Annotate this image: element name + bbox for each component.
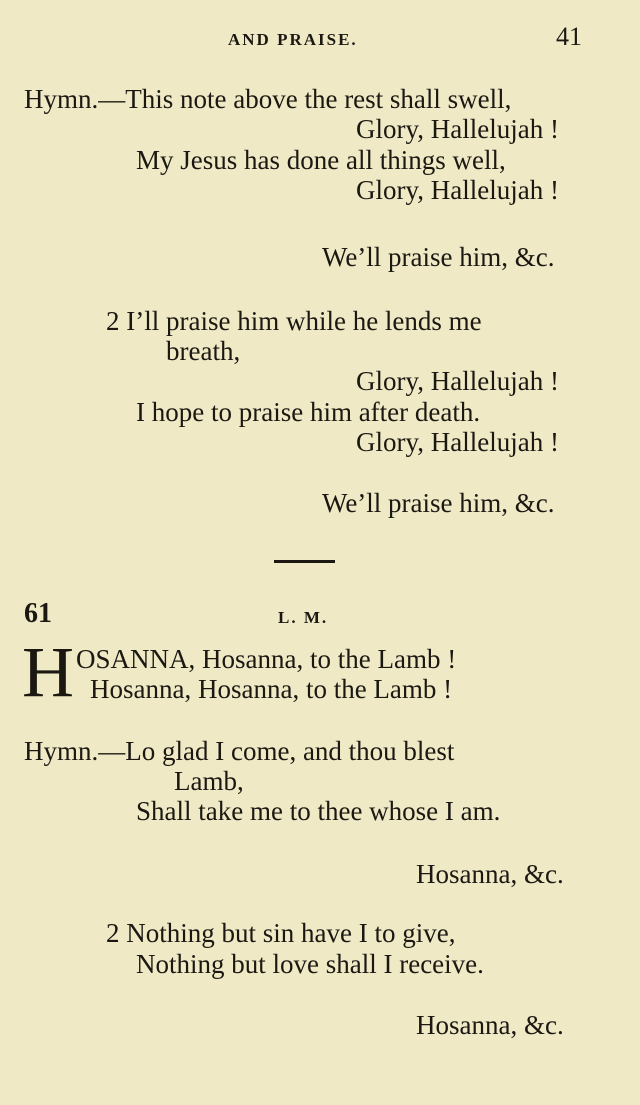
running-title: AND PRAISE. bbox=[228, 30, 358, 49]
chorus-ref: Hosanna, &c. bbox=[416, 859, 564, 889]
page-number: 41 bbox=[556, 22, 582, 51]
verse-line-continued: breath, bbox=[166, 336, 241, 366]
refrain-line: Glory, Hallelujah ! bbox=[356, 175, 559, 205]
verse-line: Nothing but love shall I receive. bbox=[136, 949, 484, 979]
verse-line: 2 I’ll praise him while he lends me bbox=[106, 306, 482, 336]
verse-line: I hope to praise him after death. bbox=[136, 397, 481, 427]
hymn-meter: L. M. bbox=[278, 608, 329, 627]
verse-line: Hymn.—This note above the rest shall swell, bbox=[24, 84, 512, 114]
verse-line: Hymn.—Lo glad I come, and thou blest bbox=[24, 736, 455, 766]
refrain-line: Glory, Hallelujah ! bbox=[356, 427, 559, 457]
drop-cap: H bbox=[22, 632, 74, 712]
verse-line: 2 Nothing but sin have I to give, bbox=[106, 918, 456, 948]
chorus-ref: We’ll praise him, &c. bbox=[322, 242, 555, 272]
refrain-line: Glory, Hallelujah ! bbox=[356, 366, 559, 396]
refrain-line: Glory, Hallelujah ! bbox=[356, 114, 559, 144]
verse-line: Hosanna, Hosanna, to the Lamb ! bbox=[90, 674, 453, 704]
verse-line: My Jesus has done all things well, bbox=[136, 145, 506, 175]
hymn-number: 61 bbox=[24, 598, 52, 629]
section-divider bbox=[274, 560, 335, 563]
verse-line-continued: Lamb, bbox=[174, 766, 244, 796]
chorus-ref: We’ll praise him, &c. bbox=[322, 488, 555, 518]
verse-line: Shall take me to thee whose I am. bbox=[136, 796, 501, 826]
chorus-ref: Hosanna, &c. bbox=[416, 1010, 564, 1040]
verse-line: OSANNA, Hosanna, to the Lamb ! bbox=[76, 644, 457, 674]
